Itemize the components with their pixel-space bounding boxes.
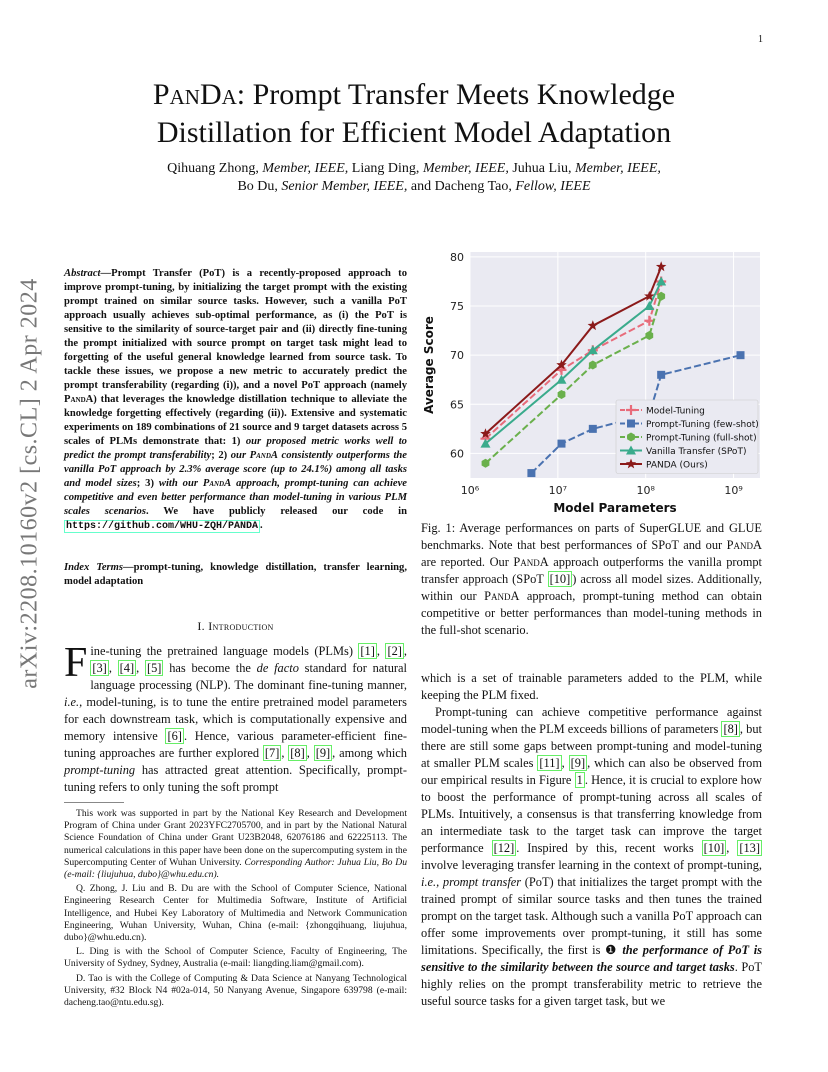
caption-text: are reported. Our xyxy=(421,555,514,569)
body-emphasis: the performance of PoT is sensitive to the similarity between the source and target tasks xyxy=(421,943,762,974)
legend-label: Prompt-Tuning (few-shot) xyxy=(646,420,759,430)
legend-marker xyxy=(627,420,635,428)
paper-title xyxy=(60,76,768,152)
author-name: Bo Du, xyxy=(237,179,282,194)
x-tick-label: 10⁷ xyxy=(548,484,568,497)
footnote-corresponding: Corresponding Author: Juhua Liu, Bo Du (e-mail: {liujuhua, dubo}@whu.edu.cn). xyxy=(64,856,407,881)
y-tick-labels xyxy=(450,251,464,461)
y-tick-label: 70 xyxy=(450,349,464,363)
footnote-rule xyxy=(64,802,124,803)
body-paragraph xyxy=(421,704,762,1010)
abstract-finding: with our xyxy=(158,478,203,489)
body-emphasis: prompt transfer xyxy=(439,875,522,889)
body-text: , which can also be observed from our empirical results in Figure xyxy=(421,756,762,787)
y-axis-label: Average Score xyxy=(422,316,436,414)
author-name: Qihuang Zhong, xyxy=(167,161,263,176)
abstract-finding: our xyxy=(230,450,250,461)
citation-link[interactable]: [10] xyxy=(549,572,571,586)
intro-text: model-tuning, is to tune the entire pretrained model parameters for each downstream task, which is computationally expensive and memory intensive xyxy=(64,695,407,743)
intro-text: , xyxy=(403,644,407,658)
page-number: 1 xyxy=(758,34,763,45)
citation-link[interactable]: [10] xyxy=(703,841,725,855)
y-tick-label: 80 xyxy=(450,250,464,264)
abstract-finding: our proposed metric works well to predict the prompt transferability xyxy=(64,436,407,461)
intro-text: , xyxy=(136,661,145,675)
panda-name: PandA xyxy=(249,450,278,461)
footnotes xyxy=(64,808,407,1011)
body-text: (PoT) that initializes the target prompt with the trained prompt of similar source tasks and then tunes the trained prompt on the target task. Although such a vanilla PoT approach can offer some improvements over prompt-tuning, it still has some limitations. Specifically, the first is xyxy=(421,875,762,957)
y-tick-label: 75 xyxy=(450,300,464,314)
citation-link[interactable]: [8] xyxy=(290,746,305,760)
legend-label: Prompt-Tuning (full-shot) xyxy=(646,433,757,444)
body-text: , xyxy=(726,841,738,855)
intro-text: , among which xyxy=(332,746,407,760)
abstract-finding: approach, prompt-tuning can achieve competitive and even better performance than model-tuning in various PLM scales scenarios xyxy=(64,478,407,517)
abstract-text: ; 2) xyxy=(211,450,231,461)
x-axis-label: Model Parameters xyxy=(553,501,677,515)
intro-text: standard for natural language processing (NLP). The dominant fine-tuning manner, xyxy=(90,661,407,692)
data-point xyxy=(657,371,665,379)
citation-link[interactable]: [9] xyxy=(570,756,586,770)
x-tick-label: 10⁸ xyxy=(636,484,655,497)
performance-chart xyxy=(420,248,766,516)
x-tick-label: 10⁶ xyxy=(460,484,480,497)
title-line1: : Prompt Transfer Meets Knowledge xyxy=(236,78,676,111)
footnote-affiliation: D. Tao is with the College of Computing & Data Science at Nanyang Technological University, #32 Block N4 #02a-014, 50 Nanyang Avenue, Singapore 639798 (e-mail: dacheng.tao@ntu.edu.sg). xyxy=(64,972,407,1009)
body-text: , xyxy=(561,756,569,770)
abstract-text: —Prompt Transfer (PoT) is a recently-proposed approach to improve prompt-tuning, by initializing the target prompt with the existing prompt trained on similar source tasks. However, such a vanilla PoT approach usually achieves sub-optimal performance, as (i) the PoT is sensitive to the similarity of source-target pair and (ii) directly fine-tuning the prompt initialized with source prompt on target task might lead to forgetting of the useful general knowledge learned from source task. To tackle these issues, we propose a new metric to accurately predict the prompt transferability (regarding (i)), and a novel PoT approach (namely xyxy=(64,268,407,391)
citation-link[interactable]: [13] xyxy=(739,841,760,855)
figure-link[interactable]: 1 xyxy=(576,773,583,787)
section-heading xyxy=(64,619,407,634)
intro-text: ine-tuning the pretrained language models (PLMs) xyxy=(90,644,359,658)
intro-paragraph xyxy=(64,640,407,796)
data-point xyxy=(557,440,565,448)
data-point xyxy=(737,351,745,359)
footnote-text: This work was supported in part by the National Key Research and Development Program of China under Grant 2023YFC2705700, and in part by the National Natural Science Foundation of China under Grant U23B2048, 62076186 and 62225113. The numerical calculations in this paper have been done on the supercomputing system in the Supercomputing Center of Wuhan University. xyxy=(64,808,407,868)
citation-link[interactable]: [11] xyxy=(539,756,560,770)
intro-text: has become the xyxy=(163,661,257,675)
citation-link[interactable]: [7] xyxy=(264,746,280,760)
y-tick-label: 65 xyxy=(450,398,464,412)
abstract-finding: consistently outperforms the vanilla PoT approach by 2.3% average score (up to 24.1%) among all tasks and model sizes xyxy=(64,450,407,489)
intro-emphasis: de facto xyxy=(256,661,299,675)
abstract xyxy=(64,267,407,534)
author-name: Juhua Liu, xyxy=(508,161,575,176)
panda-name: PandA xyxy=(726,538,762,552)
citation-link[interactable]: [8] xyxy=(723,722,738,736)
legend-label: PANDA (Ours) xyxy=(646,460,708,471)
x-tick-labels xyxy=(461,484,743,497)
number-bullet-icon: ❶ xyxy=(605,943,618,957)
section-title: Introduction xyxy=(208,619,274,633)
data-point xyxy=(527,469,535,477)
title-line2: Distillation for Efficient Model Adaptation xyxy=(156,116,672,149)
abstract-text: . We have publicly released our code in xyxy=(145,506,407,517)
x-tick-label: 10⁹ xyxy=(724,484,743,497)
intro-emphasis: prompt-tuning xyxy=(64,763,136,777)
author-role: Senior Member, IEEE, xyxy=(281,179,408,194)
body-text: . Inspired by this, recent works xyxy=(516,841,702,855)
author-name: Liang Ding, xyxy=(348,161,423,176)
body-emphasis: i.e., xyxy=(421,875,440,889)
drop-cap: F xyxy=(64,640,88,686)
footnote-funding xyxy=(64,808,407,881)
citation-link[interactable]: [9] xyxy=(315,746,331,760)
footnote-affiliation: Q. Zhong, J. Liu and B. Du are with the School of Computer Science, National Engineering Research Center for Multimedia Software, Institute of Artificial Intelligence, and Hubei Key Laboratory of Multimedia and Network Communication Engineering, Wuhan University, Wuhan, China (e-mail: {zhongqihuang, liujuhua, dubo}@whu.edu.cn). xyxy=(64,883,407,944)
citation-link[interactable]: [6] xyxy=(167,729,182,743)
section-number: I. xyxy=(197,619,209,633)
citation-link[interactable]: [1] xyxy=(360,644,375,658)
author-name: and Dacheng Tao, xyxy=(407,179,516,194)
abstract-text: ; 3) xyxy=(136,478,159,489)
abstract-text: ) that leverages the knowledge distillation technique to alleviate the knowledge forgetting effectively (regarding (ii)). Extensive and systematic experiments on 189 combinations of 21 source and 9 target datasets across 5 scales of PLMs demonstrate that: 1) xyxy=(64,394,407,447)
title-pan: Pan xyxy=(152,78,200,111)
figure-caption xyxy=(421,520,762,639)
caption-text: approach outperforms the vanilla prompt transfer approach (SPoT xyxy=(421,555,762,586)
intro-text: , xyxy=(108,661,118,675)
citation-link[interactable]: [12] xyxy=(493,841,515,855)
intro-text: , xyxy=(281,746,289,760)
body-text: . PoT highly relies on the prompt transferability metric to retrieve the useful source tasks for a given target task, but we xyxy=(421,960,762,1008)
panda-name: PandA xyxy=(513,555,549,569)
author-role: Member, IEEE, xyxy=(422,161,509,176)
citation-link[interactable]: [3] xyxy=(92,661,107,675)
title-da: Da xyxy=(199,78,237,111)
code-link[interactable]: https://github.com/WHU-ZQH/PANDA xyxy=(66,521,259,532)
panda-name: PandA xyxy=(64,394,94,405)
intro-text: has attracted great attention. Specifically, prompt-tuning refers to only tuning the soft prompt xyxy=(64,763,407,794)
right-column-body xyxy=(421,670,762,1010)
legend-label: Model-Tuning xyxy=(646,406,705,417)
author-list xyxy=(80,160,748,196)
caption-text: Fig. 1: Average performances on parts of SuperGLUE and GLUE benchmarks. Note that best performances of SPoT and our xyxy=(421,521,762,552)
panda-name: PandA xyxy=(202,478,232,489)
index-terms xyxy=(64,561,407,589)
intro-emphasis: i.e., xyxy=(64,695,83,709)
body-text: Prompt-tuning can achieve competitive performance against model-tuning when the PLM exceeds billions of parameters xyxy=(421,705,762,736)
index-terms-label: Index Terms xyxy=(64,562,124,573)
y-tick-label: 60 xyxy=(450,447,464,461)
intro-text: , xyxy=(376,644,386,658)
chart-legend xyxy=(616,400,759,474)
arxiv-identifier: arXiv:2208.10160v2 [cs.CL] 2 Apr 2024 xyxy=(16,278,43,689)
caption-text: approach, prompt-tuning method can obtain competitive or better performances than model-tuning methods in the full-shot scenario. xyxy=(421,589,762,637)
data-point xyxy=(589,425,597,433)
abstract-text: . xyxy=(260,520,263,531)
caption-text: ) across all model sizes. Additionally, within our xyxy=(421,572,762,603)
panda-name: PandA xyxy=(484,589,520,603)
author-role: Member, IEEE, xyxy=(574,161,661,176)
intro-text: . Hence, various parameter-efficient fine-tuning approaches are further explored xyxy=(64,729,407,760)
footnote-affiliation: L. Ding is with the School of Computer Science, Faculty of Engineering, The University of Sydney, Sydney, Australia (e-mail: liangding.liam@gmail.com). xyxy=(64,946,407,970)
index-terms-text: —prompt-tuning, knowledge distillation, transfer learning, model adaptation xyxy=(64,562,407,587)
body-paragraph: which is a set of trainable parameters added to the PLM, while keeping the PLM fixed. xyxy=(421,671,762,702)
citation-link[interactable]: [4] xyxy=(119,661,135,675)
legend-label: Vanilla Transfer (SPoT) xyxy=(646,447,747,457)
author-role: Fellow, IEEE xyxy=(515,179,591,194)
body-text: . Hence, it is crucial to explore how to boost the performance of prompt-tuning across all scales of PLMs. Intuitively, a consensus is that transferring knowledge from an intermediate task to the target task can improve the target performance xyxy=(421,773,762,855)
author-role: Member, IEEE, xyxy=(262,161,349,176)
body-text: involve leveraging transfer learning in the context of prompt-tuning, xyxy=(421,858,762,872)
intro-text: , xyxy=(306,746,314,760)
body-text: , but there are still some gaps between prompt-tuning and model-tuning at smaller PLM scales xyxy=(421,722,763,770)
abstract-label: Abstract xyxy=(64,268,101,279)
citation-link[interactable]: [2] xyxy=(387,644,402,658)
citation-link[interactable]: [5] xyxy=(146,661,162,675)
